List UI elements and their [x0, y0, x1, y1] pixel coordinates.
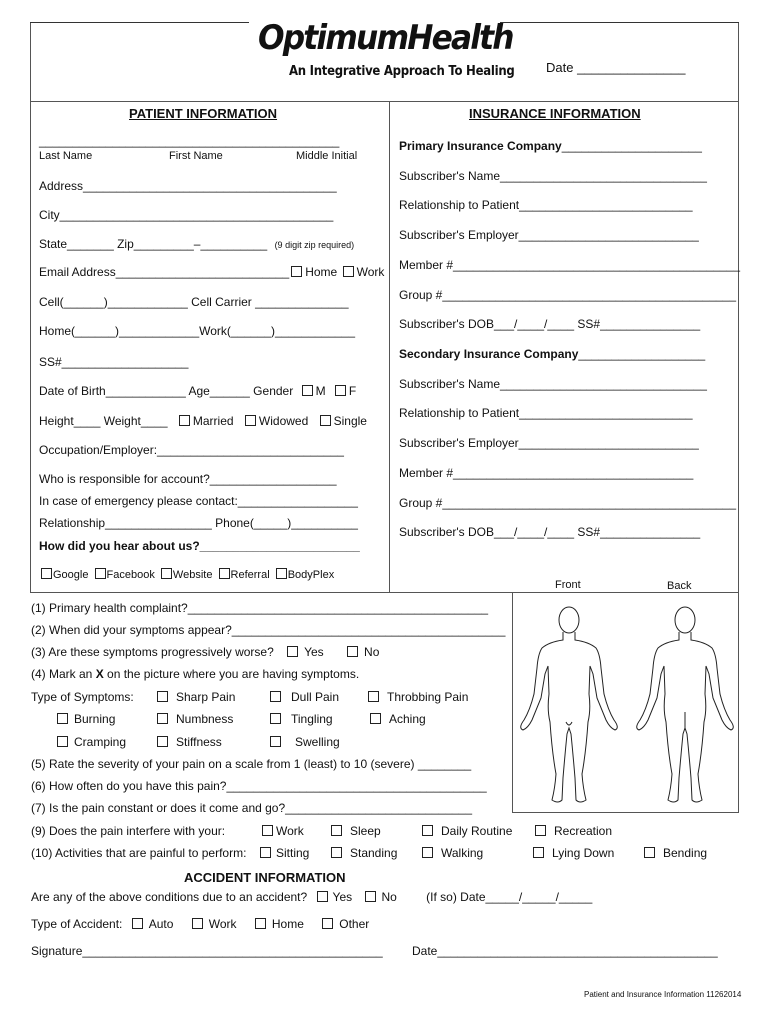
q10-lying-down-checkbox[interactable]	[533, 847, 544, 858]
front-label: Front	[555, 579, 581, 591]
q10-sitting-label: Sitting	[276, 846, 310, 860]
signature-date-field[interactable]: Date__________________________________________	[412, 944, 718, 958]
symptom-sharp-pain[interactable]	[155, 690, 235, 704]
accident-auto-checkbox[interactable]	[132, 918, 143, 929]
logo-name: OptimumHealth	[258, 18, 513, 58]
form-id: Patient and Insurance Information 11262014	[584, 990, 742, 999]
symptom-numbness[interactable]	[155, 712, 233, 726]
primary-relationship-field[interactable]: Relationship to Patient__________________________	[399, 198, 693, 212]
q10-bending[interactable]	[642, 846, 707, 860]
q10-walking[interactable]	[420, 846, 483, 860]
secondary-group-field[interactable]: Group #____________________________________________	[399, 496, 737, 510]
q4-instruction	[31, 667, 359, 681]
referral-sources	[39, 568, 334, 581]
source-website-label: Website	[172, 569, 213, 581]
accident-question: Are any of the above conditions due to an accident?	[31, 890, 308, 904]
symptom-aching[interactable]	[368, 712, 426, 726]
married-label: Married	[192, 414, 234, 428]
cell-field[interactable]: Cell(______)____________ Cell Carrier ______________	[39, 295, 349, 309]
insurance-section-title: INSURANCE INFORMATION	[469, 106, 641, 121]
single-label: Single	[333, 414, 367, 428]
accident-no-checkbox[interactable]	[365, 891, 376, 902]
header-top-line-right	[500, 22, 739, 23]
source-website-checkbox[interactable]	[161, 568, 172, 579]
throbbing-pain-label: Throbbing Pain	[387, 690, 469, 704]
responsible-field[interactable]: Who is responsible for account?___________________	[39, 472, 337, 486]
q10-standing-checkbox[interactable]	[331, 847, 342, 858]
secondary-member-field[interactable]: Member #____________________________________	[399, 466, 694, 480]
secondary-employer-field[interactable]: Subscriber's Employer___________________________	[399, 436, 699, 450]
primary-employer-field[interactable]: Subscriber's Employer___________________________	[399, 228, 699, 242]
name-input-line[interactable]: _____________________________________________	[39, 134, 340, 148]
primary-insurance-label: Primary Insurance Company	[399, 139, 562, 153]
q9-label: (9) Does the pain interfere with your:	[31, 824, 226, 838]
body-back-figure[interactable]	[630, 602, 740, 808]
sharp-pain-checkbox[interactable]	[157, 691, 168, 702]
source-facebook-label: Facebook	[106, 569, 155, 581]
email-home-checkbox[interactable]	[291, 266, 302, 277]
q10-standing[interactable]	[329, 846, 397, 860]
accident-no-label: No	[381, 890, 397, 904]
q9-daily-routine-checkbox[interactable]	[422, 825, 433, 836]
q9-sleep-checkbox[interactable]	[331, 825, 342, 836]
secondary-subscriber-name-field[interactable]: Subscriber's Name_______________________________	[399, 377, 707, 391]
email-home-label: Home	[305, 265, 338, 279]
q9-recreation-label: Recreation	[554, 824, 613, 838]
q7-constant-field[interactable]: (7) Is the pain constant or does it come and go?____________________________	[31, 801, 473, 815]
secondary-dob-ss-field[interactable]: Subscriber's DOB___/____/____ SS#_______________	[399, 525, 701, 539]
aching-label: Aching	[389, 712, 426, 726]
patient-section-title: PATIENT INFORMATION	[129, 106, 278, 121]
burning-checkbox[interactable]	[57, 713, 68, 724]
address-field[interactable]: Address______________________________________	[39, 179, 337, 193]
state-zip-label: State_______ Zip_________–__________	[39, 237, 268, 251]
q10-bending-label: Bending	[663, 846, 708, 860]
cramping-checkbox[interactable]	[57, 736, 68, 747]
q1-primary-complaint-field[interactable]: (1) Primary health complaint?_____________________________________________	[31, 601, 489, 615]
q9-sleep[interactable]	[329, 824, 381, 838]
swelling-checkbox[interactable]	[270, 736, 281, 747]
emergency-contact-field[interactable]: In case of emergency please contact:__________________	[39, 494, 358, 508]
accident-home-checkbox[interactable]	[255, 918, 266, 929]
symptom-swelling[interactable]	[268, 735, 340, 749]
throbbing-pain-checkbox[interactable]	[368, 691, 379, 702]
q4-pre: (4) Mark an	[31, 667, 96, 681]
q9-daily-routine[interactable]	[420, 824, 512, 838]
symptom-throbbing-pain[interactable]	[366, 690, 468, 704]
secondary-insurance-field[interactable]	[399, 347, 705, 361]
email-work-label: Work	[356, 265, 385, 279]
source-referral-label: Referral	[230, 569, 270, 581]
q9-work[interactable]	[260, 824, 304, 838]
logo-tagline: An Integrative Approach To Healing	[289, 64, 515, 79]
q10-walking-label: Walking	[441, 846, 484, 860]
q9-recreation-checkbox[interactable]	[535, 825, 546, 836]
q3-progressive-row	[31, 645, 379, 659]
aching-checkbox[interactable]	[370, 713, 381, 724]
q3-label: (3) Are these symptoms progressively worse?	[31, 645, 274, 659]
source-facebook-checkbox[interactable]	[95, 568, 106, 579]
height-weight-status-field[interactable]	[39, 414, 367, 428]
married-checkbox[interactable]	[179, 415, 190, 426]
q4-x: X	[95, 667, 104, 681]
q4-post: on the picture where you are having symptoms.	[103, 667, 360, 681]
secondary-insurance-line: ___________________	[578, 347, 706, 361]
relationship-phone-field[interactable]: Relationship________________ Phone(_____)__________	[39, 516, 358, 530]
widowed-label: Widowed	[258, 414, 309, 428]
tingling-label: Tingling	[291, 712, 333, 726]
q10-lying-down-label: Lying Down	[552, 846, 615, 860]
sharp-pain-label: Sharp Pain	[176, 690, 236, 704]
header-date-field[interactable]: Date _______________	[546, 60, 686, 75]
last-name-label: Last Name	[39, 150, 93, 162]
ss-field[interactable]: SS#___________________	[39, 355, 189, 369]
q9-sleep-label: Sleep	[350, 824, 381, 838]
swelling-label: Swelling	[295, 735, 340, 749]
dob-age-gender-field[interactable]	[39, 384, 356, 398]
gender-m-checkbox[interactable]	[302, 385, 313, 396]
home-work-phone-field[interactable]: Home(______)____________Work(______)____________	[39, 324, 356, 338]
accident-home-label: Home	[271, 917, 304, 931]
q9-work-label: Work	[276, 824, 304, 838]
q2-symptoms-appear-field[interactable]: (2) When did your symptoms appear?_________________________________________	[31, 623, 506, 637]
tingling-checkbox[interactable]	[270, 713, 281, 724]
q9-recreation[interactable]	[533, 824, 612, 838]
q10-walking-checkbox[interactable]	[422, 847, 433, 858]
q10-bending-checkbox[interactable]	[644, 847, 655, 858]
q3-yes-checkbox[interactable]	[287, 646, 298, 657]
header-top-line-left	[30, 22, 249, 23]
q10-label: (10) Activities that are painful to perform:	[31, 846, 247, 860]
source-referral-checkbox[interactable]	[219, 568, 230, 579]
height-weight-label: Height____ Weight____	[39, 414, 168, 428]
primary-dob-ss-field[interactable]: Subscriber's DOB___/____/____ SS#_______________	[399, 317, 701, 331]
q3-yes-label: Yes	[304, 645, 324, 659]
source-google-checkbox[interactable]	[41, 568, 52, 579]
source-bodyplex-checkbox[interactable]	[276, 568, 287, 579]
signature-field[interactable]: Signature_____________________________________________	[31, 944, 383, 958]
symptom-dull-pain[interactable]	[268, 690, 339, 704]
primary-insurance-field[interactable]	[399, 139, 702, 153]
accident-other-label: Other	[339, 917, 370, 931]
occupation-field[interactable]: Occupation/Employer:____________________________	[39, 443, 344, 457]
stiffness-label: Stiffness	[176, 735, 222, 749]
back-label: Back	[667, 580, 692, 592]
gender-f-label: F	[348, 384, 357, 398]
widowed-checkbox[interactable]	[245, 415, 256, 426]
gender-f-checkbox[interactable]	[335, 385, 346, 396]
symptom-cramping[interactable]	[55, 735, 126, 749]
dull-pain-label: Dull Pain	[291, 690, 340, 704]
email-label: Email Address__________________________	[39, 265, 290, 279]
primary-subscriber-name-field[interactable]: Subscriber's Name_______________________________	[399, 169, 707, 183]
dob-age-gender-label: Date of Birth____________ Age______ Gender	[39, 384, 294, 398]
stiffness-checkbox[interactable]	[157, 736, 168, 747]
q10-lying-down[interactable]	[531, 846, 614, 860]
accident-auto-label: Auto	[148, 917, 174, 931]
q3-no-label: No	[364, 645, 380, 659]
symptom-tingling[interactable]	[268, 712, 333, 726]
q10-sitting[interactable]	[258, 846, 309, 860]
accident-work-checkbox[interactable]	[192, 918, 203, 929]
q10-sitting-checkbox[interactable]	[260, 847, 271, 858]
accident-work-label: Work	[208, 917, 237, 931]
middle-initial-label: Middle Initial	[296, 150, 358, 162]
email-work-checkbox[interactable]	[343, 266, 354, 277]
accident-type-row	[31, 917, 369, 931]
q9-daily-routine-label: Daily Routine	[441, 824, 513, 838]
body-front-figure[interactable]	[514, 602, 624, 808]
primary-group-field[interactable]: Group #____________________________________________	[399, 288, 737, 302]
source-bodyplex-label: BodyPlex	[287, 569, 335, 581]
city-field[interactable]: City_________________________________________	[39, 208, 334, 222]
primary-insurance-line: _____________________	[561, 139, 702, 153]
accident-yes-checkbox[interactable]	[317, 891, 328, 902]
q6-frequency-field[interactable]: (6) How often do you have this pain?_______________________________________	[31, 779, 487, 793]
source-google-label: Google	[53, 569, 89, 581]
accident-type-label: Type of Accident:	[31, 917, 123, 931]
hear-about-field[interactable]: How did you hear about us?________________________	[39, 539, 360, 553]
accident-yes-label: Yes	[332, 890, 353, 904]
numbness-label: Numbness	[176, 712, 234, 726]
email-field[interactable]	[39, 265, 384, 279]
q3-no-checkbox[interactable]	[347, 646, 358, 657]
q5-severity-field[interactable]: (5) Rate the severity of your pain on a scale from 1 (least) to 10 (severe) ________	[31, 757, 472, 771]
first-name-label: First Name	[169, 150, 223, 162]
accident-section-title: ACCIDENT INFORMATION	[184, 870, 346, 885]
secondary-relationship-field[interactable]: Relationship to Patient__________________________	[399, 406, 693, 420]
gender-m-label: M	[315, 384, 326, 398]
single-checkbox[interactable]	[320, 415, 331, 426]
zip-note: (9 digit zip required)	[274, 240, 355, 250]
symptom-burning[interactable]	[55, 712, 115, 726]
q10-standing-label: Standing	[350, 846, 398, 860]
symptom-types-label: Type of Symptoms:	[31, 690, 134, 704]
accident-other-checkbox[interactable]	[322, 918, 333, 929]
primary-member-field[interactable]: Member #___________________________________________	[399, 258, 740, 272]
dull-pain-checkbox[interactable]	[270, 691, 281, 702]
accident-question-row	[31, 890, 592, 904]
symptom-stiffness[interactable]	[155, 735, 222, 749]
secondary-insurance-label: Secondary Insurance Company	[399, 347, 579, 361]
burning-label: Burning	[74, 712, 116, 726]
cramping-label: Cramping	[74, 735, 127, 749]
numbness-checkbox[interactable]	[157, 713, 168, 724]
accident-date-field[interactable]: (If so) Date_____/_____/_____	[426, 890, 593, 904]
state-zip-field[interactable]	[39, 237, 354, 251]
q9-work-checkbox[interactable]	[262, 825, 273, 836]
